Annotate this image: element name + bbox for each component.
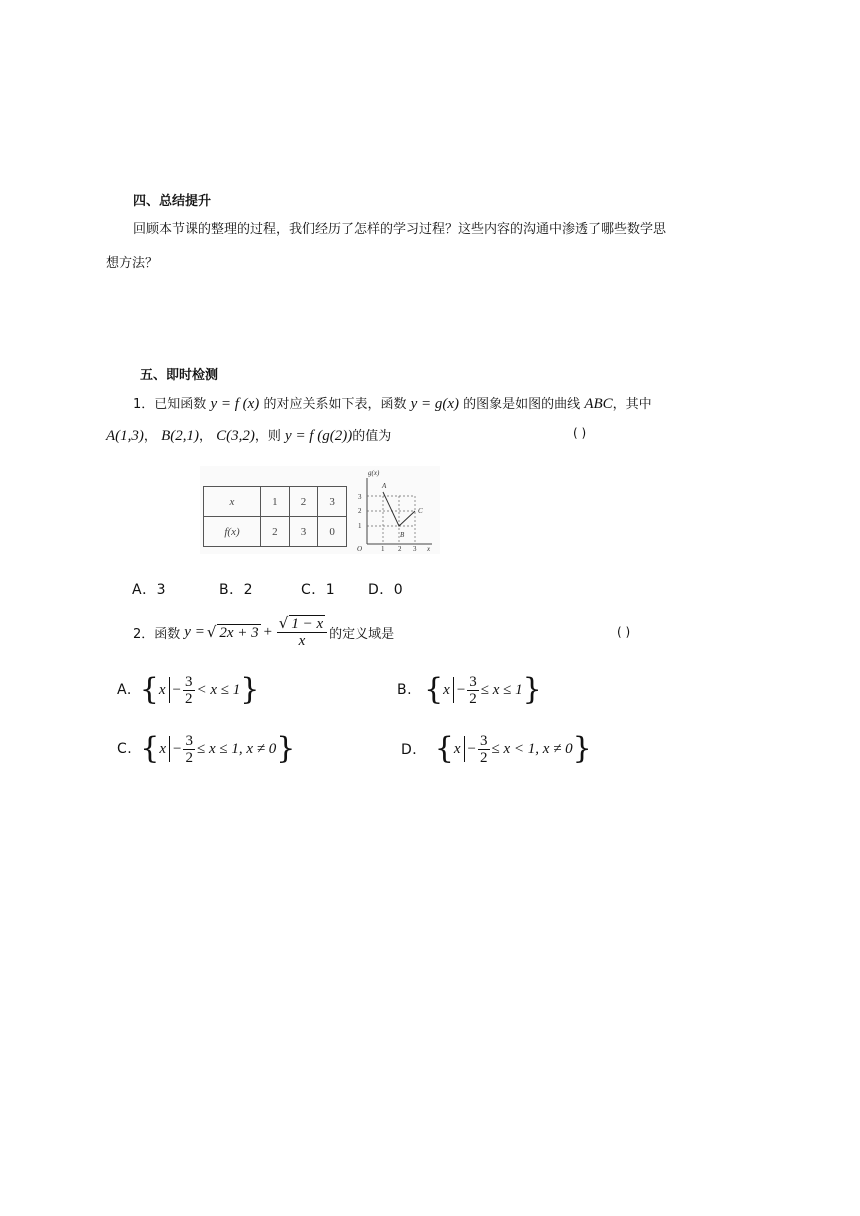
math-expression: C(3,2) (216, 428, 255, 444)
set-expression: { x − $\frac{3}{2}$ ≤ x ≤ 1, x ≠ 0 } (140, 731, 296, 766)
question-number: 2． (133, 626, 155, 642)
question-text: ， (143, 429, 157, 444)
table-cell: f(x) (204, 517, 261, 547)
summary-paragraph-line1: 回顾本节课的整理的过程，我们经历了怎样的学习过程？这些内容的沟通中渗透了哪些数学思 (133, 222, 667, 237)
set-expression: { x − $\frac{3}{2}$ ≤ x < 1, x ≠ 0 } (434, 731, 592, 766)
question-text: ， (198, 429, 212, 444)
sqrt-radicand: 2x + 3 (219, 624, 259, 641)
graph-gridlines (367, 496, 415, 544)
question-text: 的对应关系如下表，函数 (263, 397, 407, 412)
section-heading-summary: 四、总结提升 (133, 194, 212, 209)
table-cell: 0 (318, 517, 347, 547)
table-cell: 3 (289, 517, 318, 547)
table-cell: x (204, 487, 261, 517)
math-expression: A(1,3) (106, 428, 144, 444)
question-text: ，则 (254, 429, 281, 444)
option-label: C. (117, 741, 133, 757)
option-label: B. (397, 682, 413, 698)
option-c: C．1 (301, 582, 336, 598)
mapping-table (203, 486, 347, 547)
graph-xlabel: x (427, 545, 431, 553)
answer-paren: ( ) (617, 625, 631, 639)
graph-xtick: 3 (413, 545, 417, 553)
graph-ytick: 3 (358, 493, 362, 501)
option-c (117, 729, 295, 769)
answer-paren: ( ) (573, 426, 587, 440)
question-1-line2 (106, 423, 391, 450)
fraction-denominator: x (298, 633, 306, 649)
graph-xtick: 2 (398, 545, 402, 553)
math-operator: + (262, 623, 273, 640)
graph-point-label: B (400, 531, 405, 539)
math-expression: y = f (g(2)) (285, 428, 353, 444)
table-row (204, 487, 347, 517)
table-cell: 1 (261, 487, 290, 517)
math-expression: y = (184, 623, 205, 640)
question-1-line1 (133, 391, 652, 418)
question-text: ，其中 (612, 397, 652, 412)
option-b: B．2 (219, 582, 254, 598)
question-text: 的图象是如图的曲线 (463, 397, 581, 412)
table-cell: 2 (289, 487, 318, 517)
graph-ytick: 2 (358, 507, 362, 515)
set-expression: { x − $\frac{3}{2}$ < x ≤ 1 } (139, 672, 260, 707)
question-number: 1． (133, 397, 155, 412)
sqrt-radicand: 1 − x (291, 616, 324, 632)
table-row (204, 517, 347, 547)
set-expression: { x − $\frac{3}{2}$ ≤ x ≤ 1 } (424, 672, 542, 707)
table-cell: 2 (261, 517, 290, 547)
question-text: 已知函数 (154, 397, 207, 412)
graph-ylabel: g(x) (368, 469, 380, 477)
table-cell: 3 (318, 487, 347, 517)
option-d: D．0 (368, 582, 404, 598)
question-1-figure (200, 466, 440, 554)
math-expression: B(2,1) (161, 428, 199, 444)
option-d (401, 729, 592, 769)
option-label: A. (117, 682, 132, 698)
option-b (397, 670, 542, 710)
question-text: 的定义域是 (329, 626, 395, 642)
graph-xtick: 1 (381, 545, 385, 553)
graph-origin: O (357, 545, 363, 553)
summary-paragraph-line2: 想方法？ (106, 256, 159, 271)
question-2-line: 2． 函数 y = √ 2x + 3 + $\frac{√ 1 - x}{x}$ 的定义域是 (133, 614, 395, 649)
option-label: D． (401, 742, 427, 758)
graph-point-label: C (418, 507, 423, 515)
section-heading-quiz: 五、即时检测 (140, 368, 219, 383)
graph-point-label: A (382, 482, 387, 490)
option-a: A．3 (132, 582, 166, 598)
graph-g (352, 466, 442, 554)
graph-ytick: 1 (358, 522, 362, 530)
question-text: 的值为 (352, 429, 392, 444)
math-expression: ABC (584, 396, 613, 412)
fraction: $\frac{√ 1 - x}{x}$ (277, 615, 327, 649)
question-text: 函数 (154, 626, 181, 642)
math-expression: y = g(x) (410, 396, 460, 412)
math-expression: y = f (x) (210, 396, 260, 412)
option-a (117, 670, 259, 710)
